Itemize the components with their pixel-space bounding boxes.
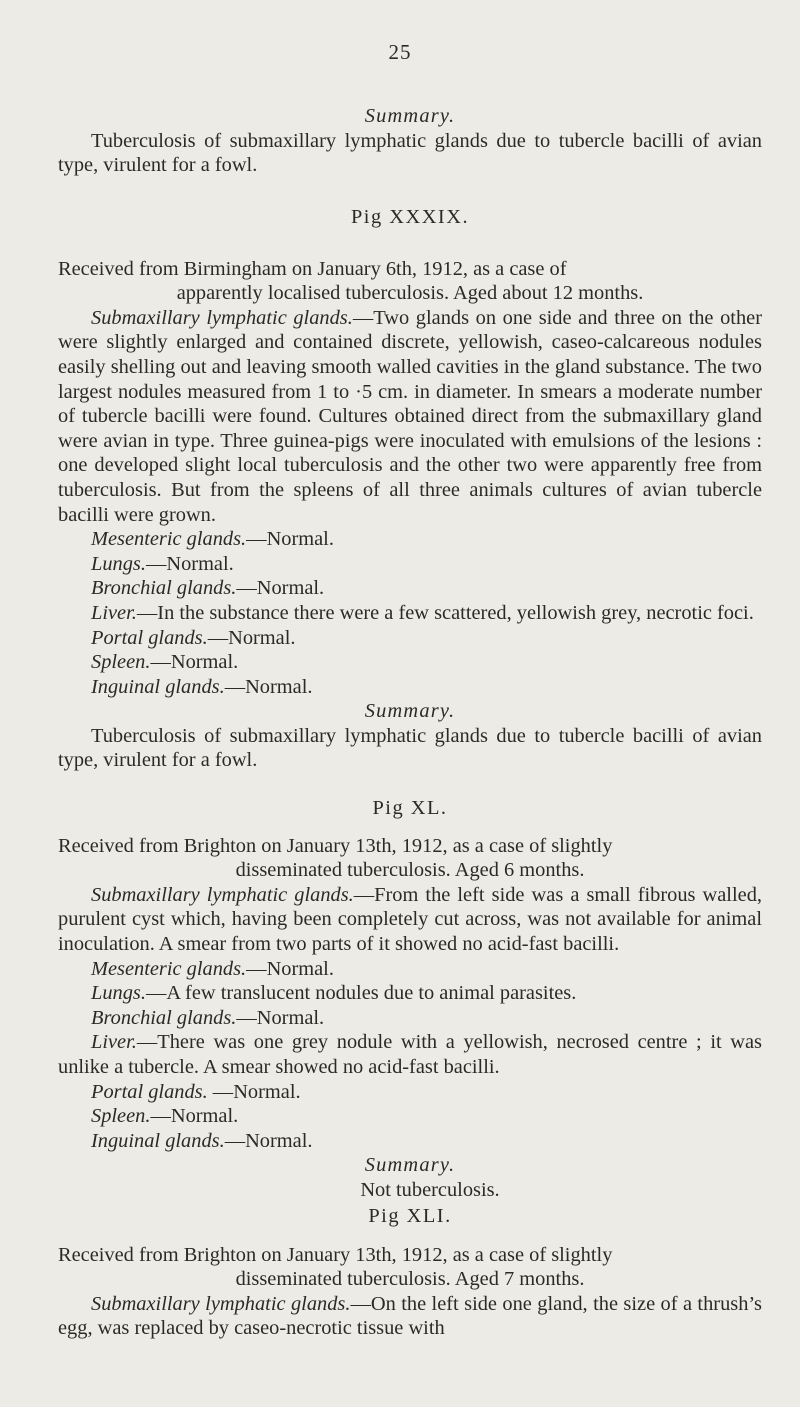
- spleen-label: Spleen.: [91, 1105, 151, 1128]
- summary-heading: Summary.: [364, 105, 456, 127]
- lungs-label: Lungs.: [91, 552, 146, 575]
- inguinal-line: [58, 1129, 762, 1154]
- bronchial-text: —Normal.: [236, 1006, 325, 1029]
- portal-label: Portal glands.: [91, 626, 208, 649]
- inguinal-text: —Normal.: [224, 1129, 313, 1152]
- portal-line: [58, 626, 762, 651]
- fig-heading: Pig XLI.: [368, 1205, 452, 1227]
- portal-line: [58, 1080, 762, 1105]
- fig41-section: [58, 1204, 762, 1341]
- inguinal-line: [58, 675, 762, 700]
- bronchial-line: [58, 1006, 762, 1031]
- liver-text: —In the substance there were a few scattered, yellowish grey, necrotic foci.: [136, 601, 754, 624]
- page-number: 25: [388, 40, 412, 64]
- fig40-section: [58, 796, 762, 1203]
- lungs-text: —A few translucent nodules due to animal parasites.: [145, 982, 577, 1005]
- liver-label: Liver.: [91, 1031, 137, 1054]
- submaxillary-paragraph: [58, 306, 762, 527]
- bronchial-line: [58, 576, 762, 601]
- liver-paragraph: [58, 1030, 762, 1079]
- bronchial-label: Bronchial glands.: [91, 1006, 237, 1029]
- lungs-text: —Normal.: [145, 552, 234, 575]
- bronchial-text: —Normal.: [236, 577, 325, 600]
- mesenteric-text: —Normal.: [246, 957, 334, 980]
- bronchial-label: Bronchial glands.: [91, 577, 237, 600]
- lungs-label: Lungs.: [91, 982, 146, 1005]
- spleen-text: —Normal.: [150, 1105, 239, 1128]
- mesenteric-text: —Normal.: [246, 528, 334, 551]
- portal-text: —Normal.: [207, 1080, 301, 1103]
- fig39-section: [58, 205, 762, 773]
- summary-heading: Summary.: [364, 1154, 456, 1177]
- submaxillary-label: Submaxillary lymphatic glands.: [91, 306, 353, 329]
- submaxillary-paragraph: [58, 1292, 762, 1341]
- submaxillary-label: Submaxillary lymphatic glands.: [91, 883, 354, 906]
- submaxillary-text: —Two glands on one side and three on the other were slightly enlarged and contained discrete, yellowish, caseo-calcareous nodules easily shelling out and leaving smooth walled cavities in the gland substance. The two largest nodules measured from 1 to ·5 cm. in diameter. In smears a moderate number of tubercle bacilli were found. Cultures obtained direct from the submaxillary gland were avian in type. Three guinea-pigs were inoculated with emulsions of the lesions : one developed slight local tuberculosis and the other two were apparently free from tuberculosis. But from the spleens of all three animals cultures of avian tubercle bacilli were grown.: [58, 306, 762, 526]
- received-line: Received from Birmingham on January 6th, 1912, as a case of: [58, 257, 567, 280]
- inguinal-text: —Normal.: [224, 675, 313, 698]
- liver-text: —There was one grey nodule with a yellowish, necrosed centre ; it was unlike a tubercle. A smear showed no acid-fast bacilli.: [58, 1031, 762, 1078]
- summary-section-1: [58, 104, 762, 178]
- inguinal-label: Inguinal glands.: [91, 1129, 225, 1152]
- liver-label: Liver.: [91, 601, 137, 624]
- mesenteric-label: Mesenteric glands.: [91, 528, 247, 551]
- mesenteric-label: Mesenteric glands.: [91, 957, 247, 980]
- received-line-cont: apparently localised tuberculosis. Aged about 12 months.: [176, 282, 644, 305]
- received-line: Received from Brighton on January 13th, 1912, as a case of slightly: [58, 1243, 613, 1266]
- portal-text: —Normal.: [207, 626, 296, 649]
- spleen-line: [58, 1104, 762, 1129]
- spleen-label: Spleen.: [91, 651, 151, 674]
- mesenteric-line: [58, 527, 762, 552]
- fig-heading: Pig XL.: [372, 797, 448, 819]
- summary-text: Tuberculosis of submaxillary lymphatic glands due to tubercle bacilli of avian type, virulent for a fowl.: [58, 129, 762, 177]
- submaxillary-paragraph: [58, 883, 762, 957]
- summary-text: Tuberculosis of submaxillary lymphatic glands due to tubercle bacilli of avian type, virulent for a fowl.: [58, 724, 762, 772]
- received-line-cont: disseminated tuberculosis. Aged 6 months.: [235, 859, 585, 882]
- submaxillary-text: —On the left side one gland, the size of a thrush’s egg, was replaced by caseo-necrotic tissue with: [58, 1292, 762, 1340]
- lungs-line: [58, 552, 762, 577]
- summary-text: Not tuberculosis.: [360, 1178, 500, 1201]
- received-line-cont: disseminated tuberculosis. Aged 7 months.: [235, 1268, 585, 1291]
- inguinal-label: Inguinal glands.: [91, 675, 225, 698]
- portal-label: Portal glands.: [91, 1080, 208, 1103]
- mesenteric-line: [58, 957, 762, 982]
- fig-heading: Pig XXXIX.: [350, 206, 470, 228]
- spleen-text: —Normal.: [150, 651, 239, 674]
- submaxillary-label: Submaxillary lymphatic glands.: [91, 1292, 351, 1315]
- summary-heading: Summary.: [364, 700, 456, 723]
- spleen-line: [58, 650, 762, 675]
- received-line: Received from Brighton on January 13th, 1912, as a case of slightly: [58, 834, 613, 857]
- lungs-line: [58, 981, 762, 1006]
- submaxillary-text: —From the left side was a small fibrous walled, purulent cyst which, having been completely cut across, was not available for animal inoculation. A smear from two parts of it showed no acid-fast bacilli.: [58, 883, 762, 955]
- liver-paragraph: [58, 601, 762, 626]
